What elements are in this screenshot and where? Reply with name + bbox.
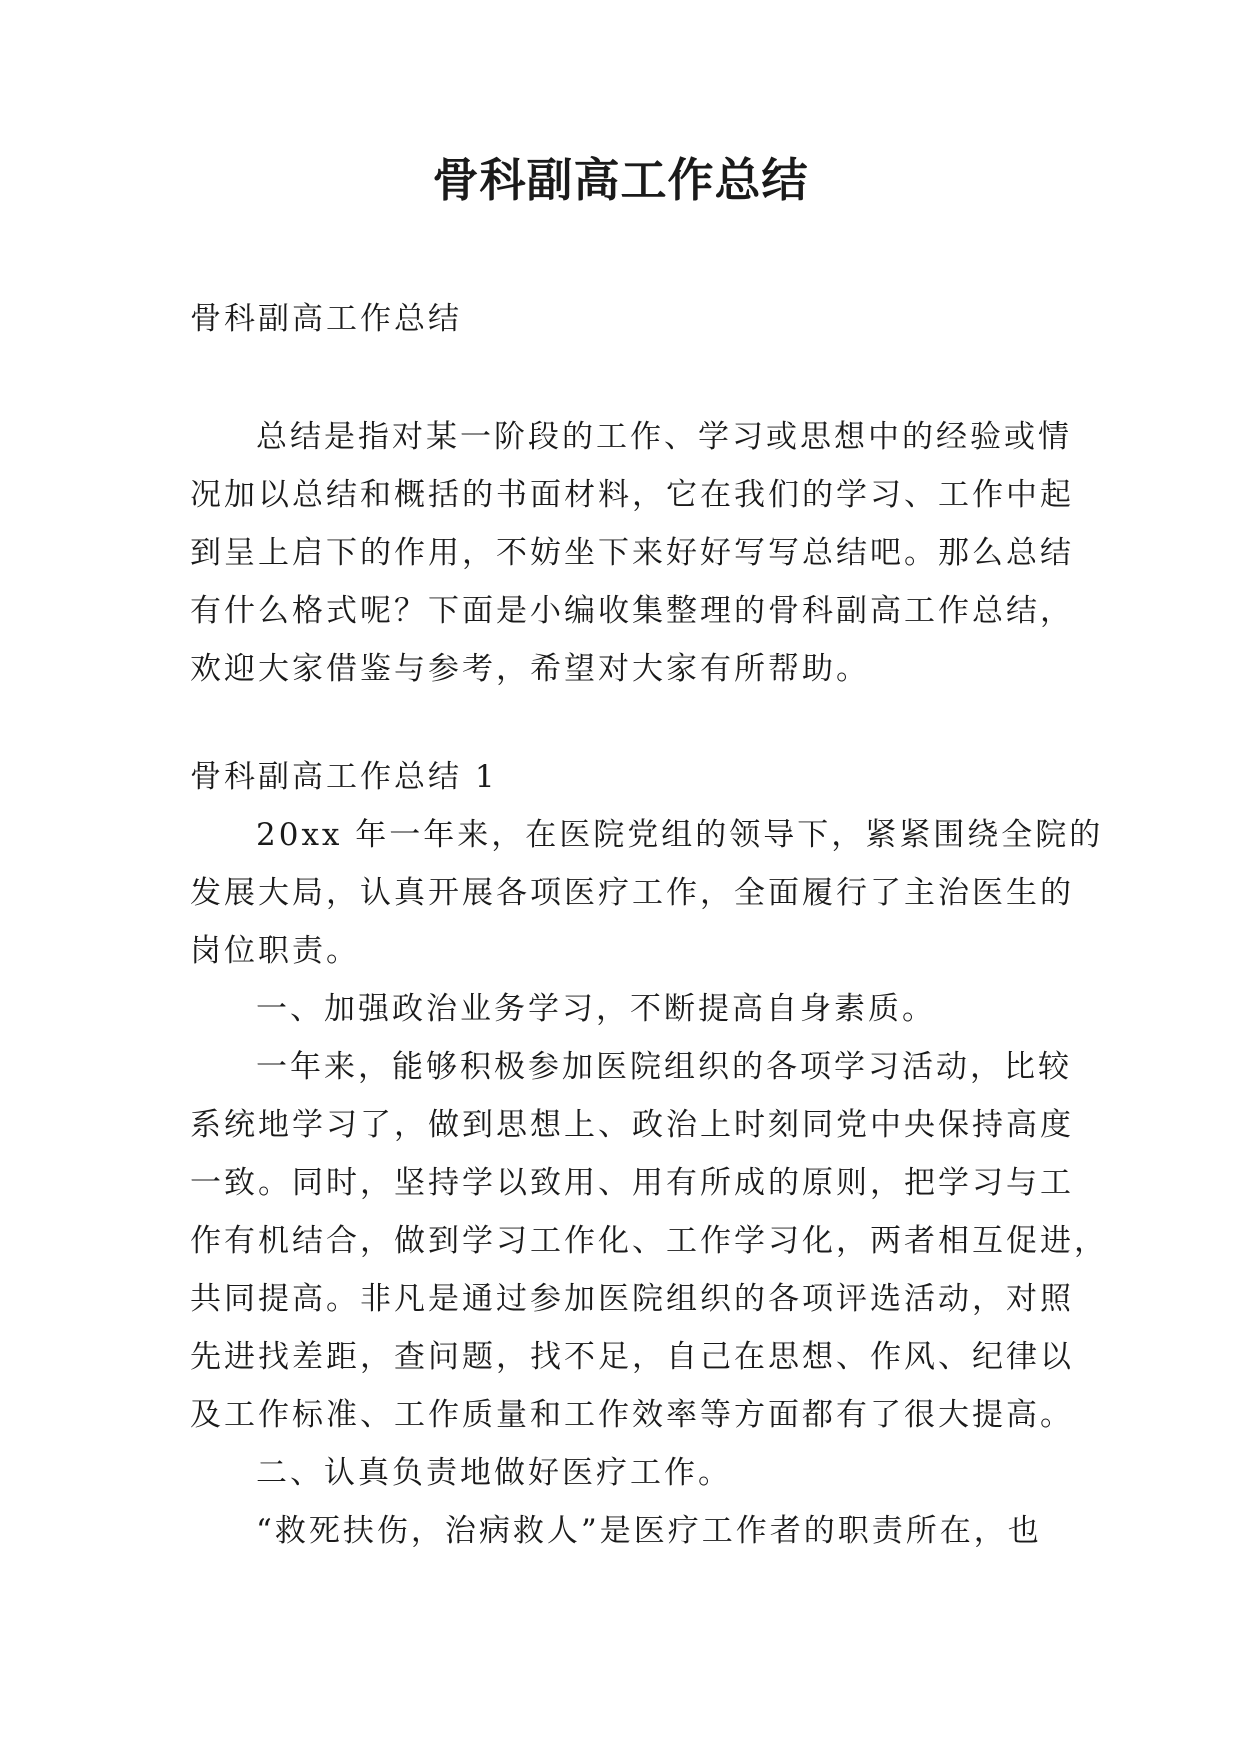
paragraph-line: 岗位职责。 [190,933,360,969]
paragraph-line: “救死扶伤，治病救人”是医疗工作者的职责所在，也 [256,1513,1042,1549]
intro-paragraph [190,408,1074,698]
intro-line: 况加以总结和概括的书面材料，它在我们的学习、工作中起 [190,477,1074,513]
paragraph-line: 作有机结合，做到学习工作化、工作学习化，两者相互促进， [190,1223,1108,1259]
point-heading: 二、认真负责地做好医疗工作。 [256,1455,732,1491]
paragraph-line: 一年来，能够积极参加医院组织的各项学习活动，比较 [256,1049,1072,1085]
document-subtitle: 骨科副高工作总结 [190,301,462,337]
section-heading: 骨科副高工作总结 1 [190,759,498,795]
point2-paragraph [190,1502,1070,1560]
document-body [190,290,1108,1560]
intro-line: 欢迎大家借鉴与参考，希望对大家有所帮助。 [190,651,870,687]
section1-paragraph [190,806,1104,980]
document-title: 骨科副高工作总结 [432,153,809,207]
paragraph-line: 发展大局，认真开展各项医疗工作，全面履行了主治医生的 [190,875,1074,911]
paragraph-line: 共同提高。非凡是通过参加医院组织的各项评选活动，对照 [190,1281,1074,1317]
spacer [190,698,1070,748]
point-heading: 一、加强政治业务学习，不断提高自身素质。 [256,991,936,1027]
paragraph-line: 一致。同时，坚持学以致用、用有所成的原则，把学习与工 [190,1165,1074,1201]
paragraph-line: 及工作标准、工作质量和工作效率等方面都有了很大提高。 [190,1397,1074,1433]
paragraph-line: 20xx 年一年来，在医院党组的领导下，紧紧围绕全院的 [256,817,1104,853]
spacer [190,348,1070,408]
intro-line: 到呈上启下的作用，不妨坐下来好好写写总结吧。那么总结 [190,535,1074,571]
point1-paragraph [190,1038,1108,1444]
intro-line: 有什么格式呢？下面是小编收集整理的骨科副高工作总结， [190,593,1074,629]
intro-line: 总结是指对某一阶段的工作、学习或思想中的经验或情 [256,419,1072,455]
paragraph-line: 系统地学习了，做到思想上、政治上时刻同党中央保持高度 [190,1107,1074,1143]
paragraph-line: 先进找差距，查问题，找不足，自己在思想、作风、纪律以 [190,1339,1074,1375]
